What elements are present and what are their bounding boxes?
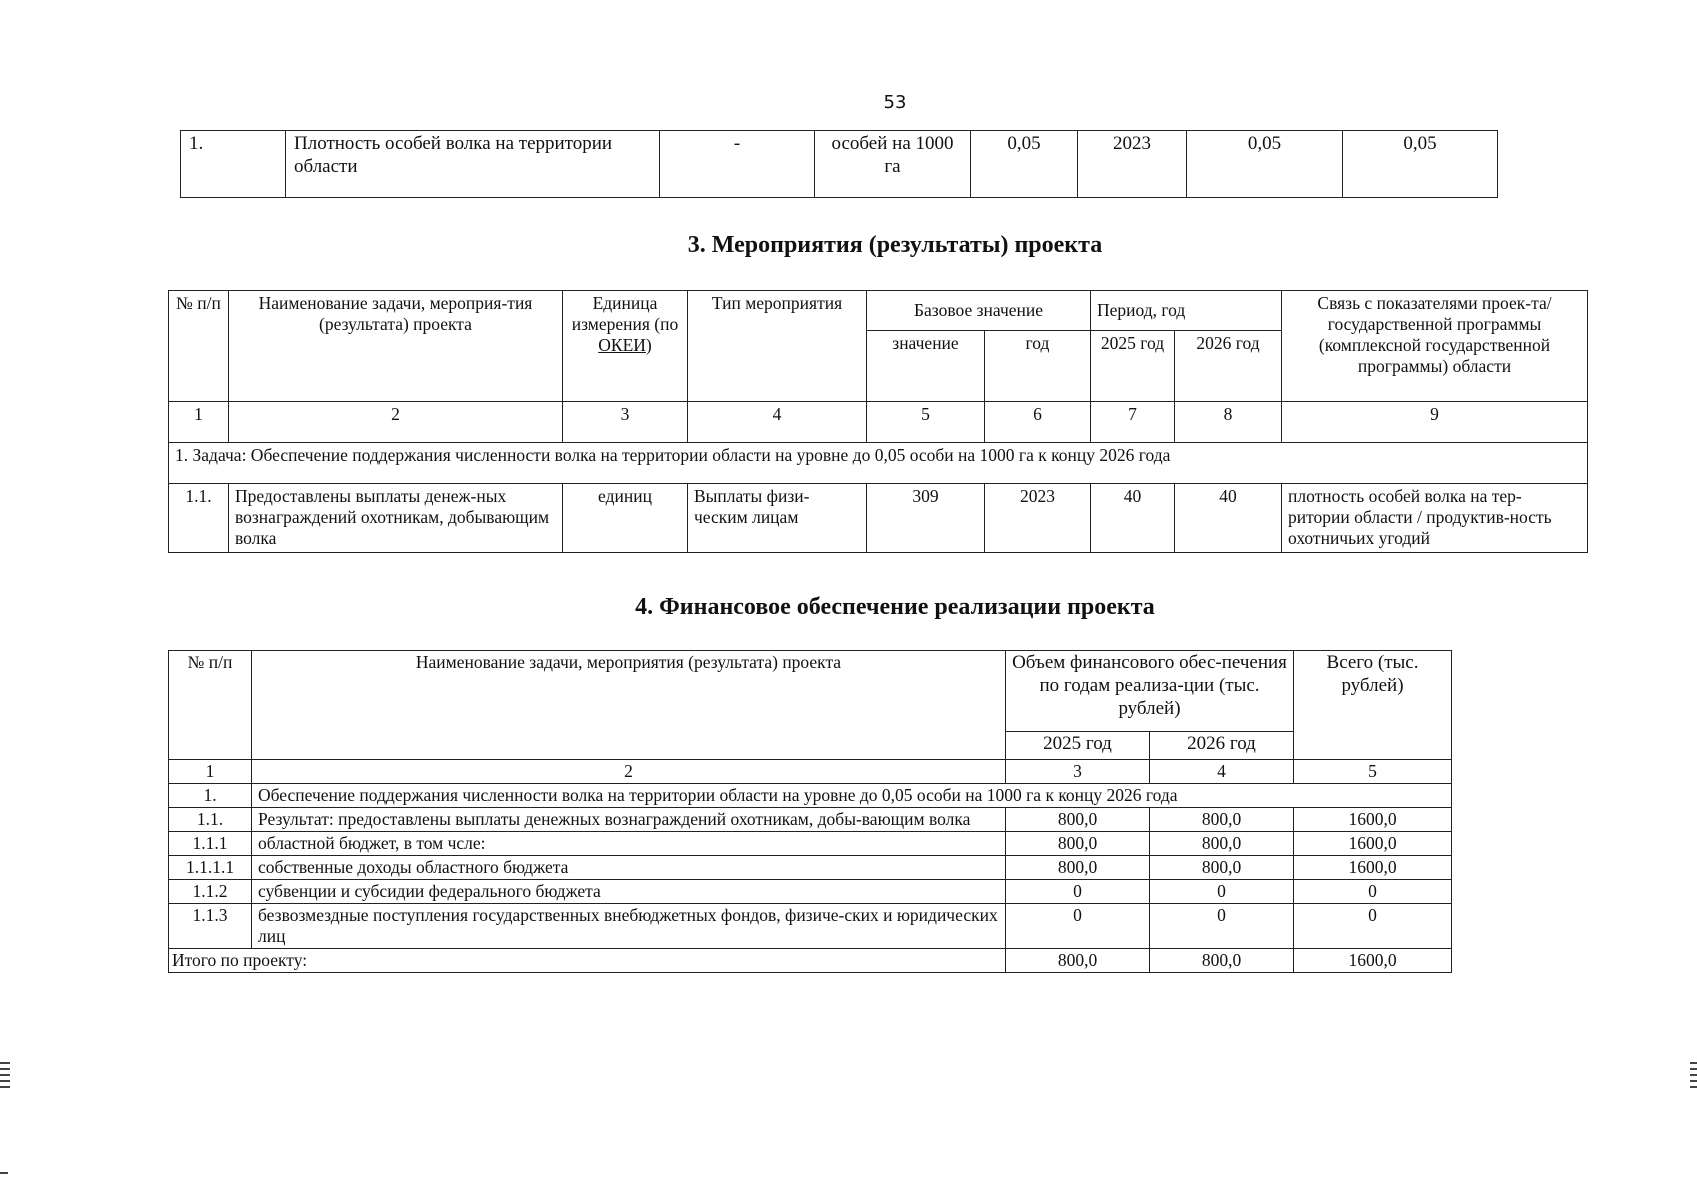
left-margin-marks: [0, 1062, 10, 1096]
col-number: 1: [169, 402, 229, 443]
value-total: 0: [1294, 904, 1452, 949]
total-2025: 800,0: [1006, 949, 1150, 973]
table-row: [169, 808, 1452, 832]
value-2026: 0: [1150, 904, 1294, 949]
col-number: 2: [229, 402, 563, 443]
value-total: 1600,0: [1294, 808, 1452, 832]
row-name: Результат: предоставлены выплаты денежных вознаграждений охотникам, добы-вающим волка: [252, 808, 1006, 832]
table-row: [169, 856, 1452, 880]
left-margin-tick: [0, 1172, 8, 1174]
section4-title: 4. Финансовое обеспечение реализации проекта: [635, 594, 1155, 620]
value-2025: 0: [1006, 880, 1150, 904]
col-number: 5: [867, 402, 985, 443]
value-2025: 800,0: [1006, 856, 1150, 880]
header-row: [169, 291, 1588, 331]
indicators-table: [180, 130, 1498, 198]
table-row: [169, 880, 1452, 904]
header-name: Наименование задачи, мероприятия (результата) проекта: [252, 651, 1006, 760]
value-2025: 0: [1006, 904, 1150, 949]
table-row: [169, 904, 1452, 949]
task-row: [169, 443, 1588, 484]
col-number: 4: [1150, 760, 1294, 784]
value-2026: 0: [1150, 880, 1294, 904]
activities-table: [168, 290, 1588, 553]
header-unit: [563, 291, 688, 402]
value-total: 1600,0: [1294, 832, 1452, 856]
col-number: 1: [169, 760, 252, 784]
right-margin-marks: [1690, 1062, 1697, 1096]
header-2025: 2025 год: [1091, 331, 1175, 402]
value-total: 0: [1294, 880, 1452, 904]
okei-link[interactable]: ОКЕИ: [598, 335, 646, 355]
header-unit-suffix: ): [645, 335, 652, 355]
header-link: Связь с показателями проек-та/государственной программы (комплексной государственной программы) области: [1282, 291, 1588, 402]
header-volume: Объем финансового обес-печения по годам реализа-ции (тыс. рублей): [1006, 651, 1294, 732]
col-number: 2: [252, 760, 1006, 784]
col-number: 3: [563, 402, 688, 443]
task-text: 1. Задача: Обеспечение поддержания численности волка на территории области на уровне до 0,05 особи на 1000 га к концу 2026 года: [169, 443, 1588, 484]
header-name: Наименование задачи, мероприя-тия (результата) проекта: [229, 291, 563, 402]
row-name: собственные доходы областного бюджета: [252, 856, 1006, 880]
col-number: 6: [985, 402, 1091, 443]
col-number: 4: [688, 402, 867, 443]
header-num: № п/п: [169, 291, 229, 402]
header-total: Всего (тыс. рублей): [1294, 651, 1452, 760]
value-2025: 0,05: [1187, 131, 1343, 198]
row-name: субвенции и субсидии федерального бюджета: [252, 880, 1006, 904]
row-number: 1.1.: [169, 484, 229, 553]
value-2026: 0,05: [1343, 131, 1498, 198]
value-2025: 800,0: [1006, 808, 1150, 832]
col-number: 8: [1175, 402, 1282, 443]
header-year: год: [985, 331, 1091, 402]
value-2026: 800,0: [1150, 808, 1294, 832]
task-number: 1.: [169, 784, 252, 808]
total-all: 1600,0: [1294, 949, 1452, 973]
base-value: 0,05: [971, 131, 1078, 198]
activity-type: Выплаты физи-ческим лицам: [688, 484, 867, 553]
total-label: Итого по проекту:: [169, 949, 1006, 973]
base-value: 309: [867, 484, 985, 553]
header-2026: 2026 год: [1175, 331, 1282, 402]
row-number: 1.1.3: [169, 904, 252, 949]
table-row: [181, 131, 1498, 198]
header-2025: 2025 год: [1006, 732, 1150, 760]
base-year: 2023: [985, 484, 1091, 553]
col-number: 5: [1294, 760, 1452, 784]
column-numbers-row: [169, 760, 1452, 784]
header-period: Период, год: [1091, 291, 1282, 331]
column-numbers-row: [169, 402, 1588, 443]
row-name: безвозмездные поступления государственных внебюджетных фондов, физиче-ских и юридических лиц: [252, 904, 1006, 949]
total-2026: 800,0: [1150, 949, 1294, 973]
header-row: [169, 651, 1452, 732]
value-2025: 40: [1091, 484, 1175, 553]
total-row: [169, 949, 1452, 973]
task-text: Обеспечение поддержания численности волка на территории области на уровне до 0,05 особи на 1000 га к концу 2026 года: [252, 784, 1452, 808]
header-unit-prefix: Единица измерения (по: [571, 293, 679, 334]
header-base: Базовое значение: [867, 291, 1091, 331]
value-2026: 800,0: [1150, 832, 1294, 856]
header-num: № п/п: [169, 651, 252, 760]
table-row: [169, 484, 1588, 553]
section3-title: 3. Мероприятия (результаты) проекта: [687, 232, 1103, 258]
col-number: 7: [1091, 402, 1175, 443]
row-number: 1.1.1: [169, 832, 252, 856]
header-2026: 2026 год: [1150, 732, 1294, 760]
value-2025: 800,0: [1006, 832, 1150, 856]
activity-name: Предоставлены выплаты денеж-ных вознаграждений охотникам, добывающим волка: [229, 484, 563, 553]
base-year: 2023: [1078, 131, 1187, 198]
indicator-unit: особей на 1000 га: [815, 131, 971, 198]
value-2026: 40: [1175, 484, 1282, 553]
activity-unit: единиц: [563, 484, 688, 553]
header-type: Тип мероприятия: [688, 291, 867, 402]
col-number: 9: [1282, 402, 1588, 443]
value-2026: 800,0: [1150, 856, 1294, 880]
row-number: 1.1.1.1: [169, 856, 252, 880]
table-row: [169, 832, 1452, 856]
header-value: значение: [867, 331, 985, 402]
indicator-name: Плотность особей волка на территории области: [286, 131, 660, 198]
row-number: 1.1.: [169, 808, 252, 832]
page-number: 53: [883, 92, 907, 113]
row-number: 1.1.2: [169, 880, 252, 904]
activity-link: плотность особей волка на тер-ритории области / продуктив-ность охотничьих угодий: [1282, 484, 1588, 553]
row-name: областной бюджет, в том чсле:: [252, 832, 1006, 856]
row-number: 1.: [181, 131, 286, 198]
finance-table: [168, 650, 1452, 973]
indicator-dash: -: [660, 131, 815, 198]
task-row: [169, 784, 1452, 808]
col-number: 3: [1006, 760, 1150, 784]
value-total: 1600,0: [1294, 856, 1452, 880]
